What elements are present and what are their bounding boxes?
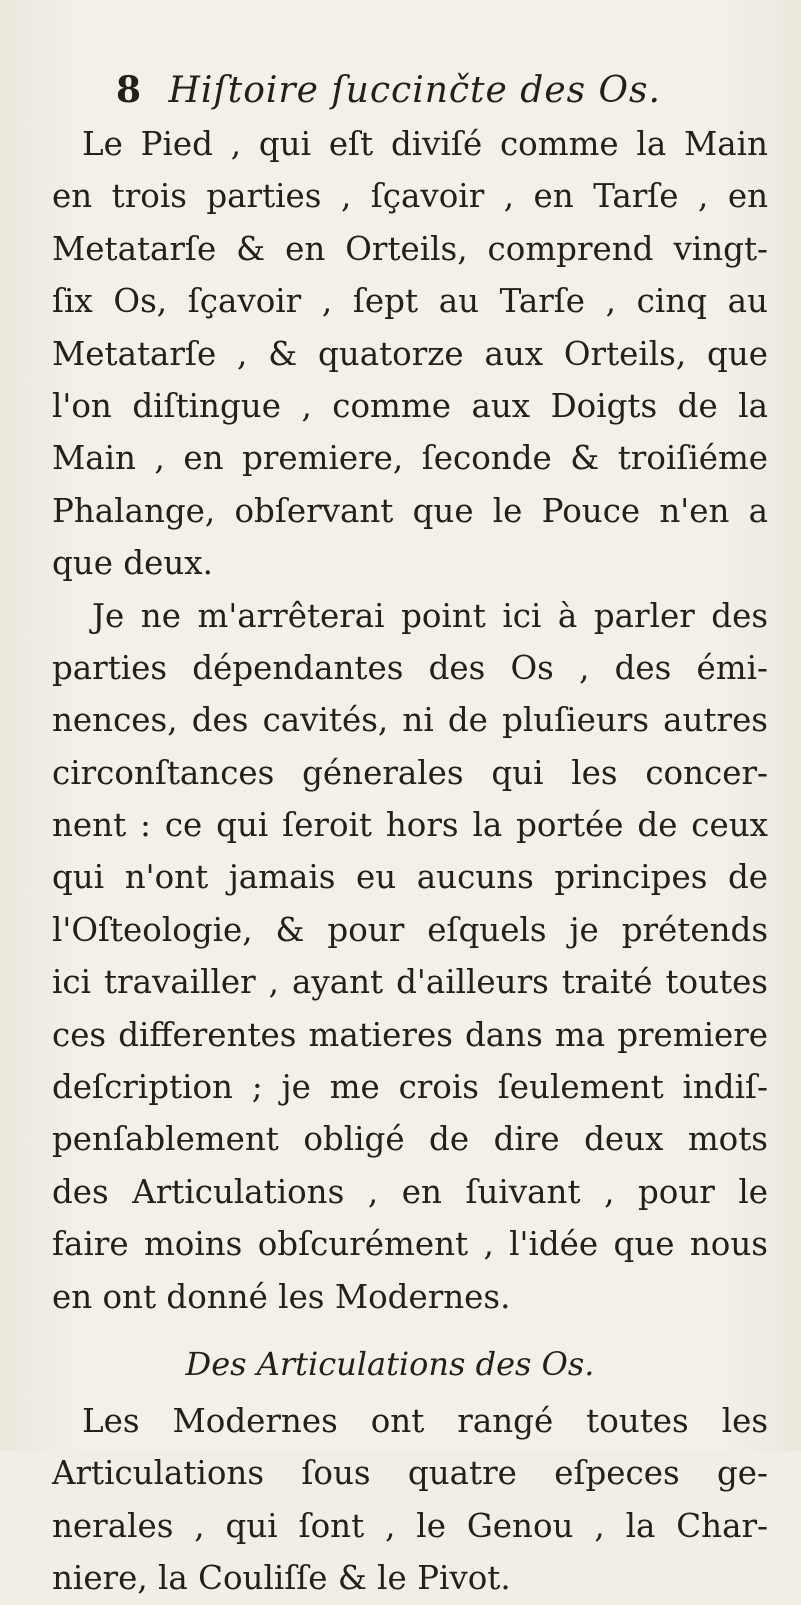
text-line: faire moins obſcurément , l'idée que nous [52,1225,768,1264]
text-line: nerales , qui ſont , le Genou , la Char- [52,1506,768,1545]
text-line: circonſtances génerales qui les concer- [52,753,768,792]
paragraph-foot [52,118,768,590]
text-line: l'Oſteologie, & pour eſquels je prétends [52,910,768,949]
body-text [52,118,768,1605]
text-line: l'on diſtingue , comme aux Doigts de la [52,386,768,425]
paragraph-articulations [52,1395,768,1605]
section-heading: Des Articulations des Os. [185,1344,595,1383]
text-line: que deux. [52,544,213,583]
text-line: Metatarſe & en Orteils, comprend vingt- [52,229,768,268]
text-line: penſablement obligé de dire deux mots [52,1120,768,1159]
text-line: ici travailler , ayant d'ailleurs traité toutes [52,963,768,1002]
text-line: Metatarſe , & quatorze aux Orteils, que [52,334,768,373]
text-line: en trois parties , ſçavoir , en Tarſe , en [52,177,768,216]
text-line: ſix Os, ſçavoir , ſept au Tarſe , cinq au [52,282,768,321]
text-line: niere, la Couliſſe & le Pivot. [52,1559,511,1598]
text-line: parties dépendantes des Os , des émi- [52,648,768,687]
text-line: Je ne m'arrêterai point ici à parler des [92,596,768,635]
page-number: 8 [116,69,142,111]
text-line: ces differentes matieres dans ma premiere [52,1015,768,1054]
text-line: nent : ce qui ſeroit hors la portée de ceux [52,806,768,845]
text-line: Les Modernes ont rangé toutes les [82,1401,768,1440]
paragraph-bones [52,590,768,1323]
text-line: en ont donné les Modernes. [52,1277,511,1316]
text-line: des Articulations , en ſuivant , pour le [52,1172,768,1211]
text-line: Main , en premiere, ſeconde & troiſiéme [52,439,768,478]
text-line: Le Pied , qui eſt diviſé comme la Main [82,125,768,163]
running-title: Hiſtoire ſuccinčte des Os. [168,70,661,111]
text-line: nences, des cavités, ni de pluſieurs autres [52,701,768,740]
text-line: Phalange, obſervant que le Pouce n'en a [52,491,768,530]
text-line: qui n'ont jamais eu aucuns principes de [52,858,768,897]
text-line: deſcription ; je me crois ſeulement indiſ- [52,1068,768,1107]
text-line: Articulations ſous quatre eſpeces ge- [52,1454,768,1493]
running-header [116,66,756,114]
